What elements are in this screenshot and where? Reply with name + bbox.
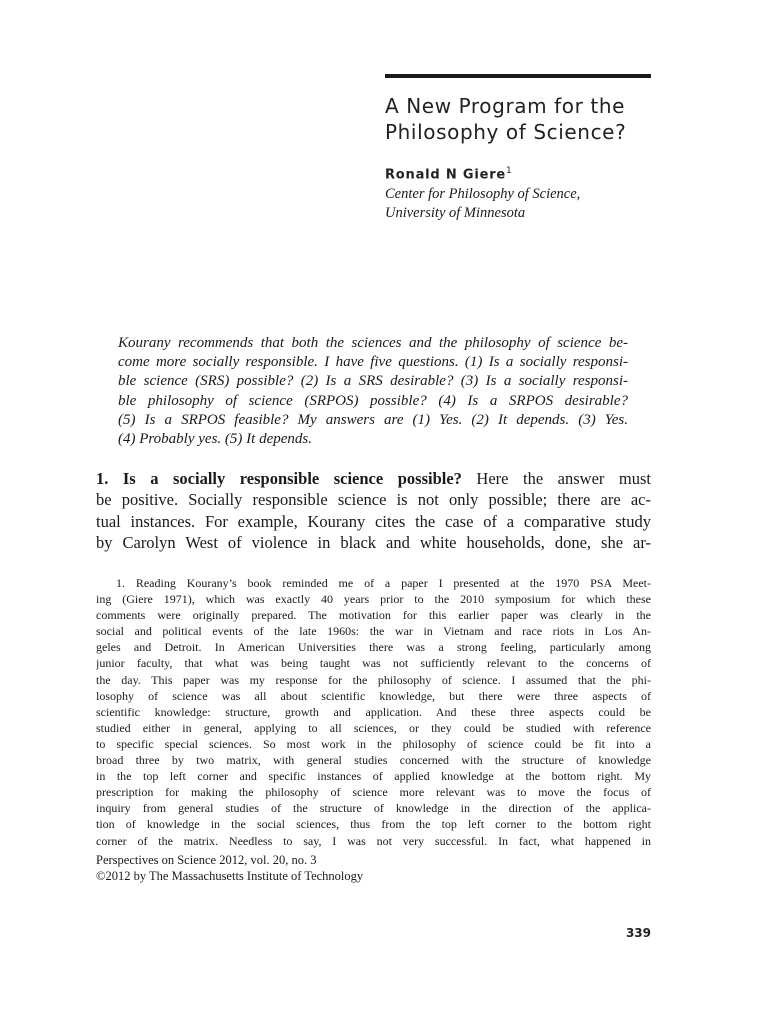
author-footnote-mark: 1 (506, 166, 513, 176)
title-line-1: A New Program for the (385, 94, 626, 118)
abstract (118, 334, 628, 449)
affiliation-line-2: University of Minnesota (385, 205, 526, 221)
abstract-line: Kourany recommends that both the sciences and the philosophy of science be- (118, 335, 628, 351)
footnote-line: geles and Detroit. In American Universities there was a strong feeling, particularly among (96, 640, 651, 655)
footnote-line: prescription for making the philosophy of science more relevant was to move the focus of (96, 785, 651, 800)
section-1-heading: 1. Is a socially responsible science possible? (96, 469, 462, 488)
footnote-line: to specific special sciences. So most work in the philosophy of science could be fit into a (96, 736, 651, 751)
section-1-first-line (96, 468, 651, 489)
section-1-body (96, 468, 651, 553)
footnote-line: ing (Giere 1971), which was exactly 40 years prior to the 2010 symposium for which these (96, 592, 651, 607)
body-line: be positive. Socially responsible science is not only possible; there are ac- (96, 490, 651, 510)
title-rule (385, 74, 651, 78)
page-number: 339 (625, 926, 651, 940)
footnote-line: the day. This paper was my response for the philosophy of science. I assumed that the phi- (96, 672, 651, 687)
author-name-text: Ronald N Giere (385, 167, 507, 183)
abstract-line: ble science (SRS) possible? (2) Is a SRS desirable? (3) Is a socially responsi- (118, 373, 628, 390)
footnote-1 (96, 575, 651, 849)
footnote-line: losophy of science was all about scientific knowledge, but there were three aspects of (96, 688, 651, 703)
footnote-line: comments were originally prepared. The motivation for this earlier paper was clearly in the (96, 608, 651, 623)
journal-citation: Perspectives on Science 2012, vol. 20, no. 3 (96, 853, 317, 867)
footnote-line: 1. Reading Kourany’s book reminded me of a paper I presented at the 1970 PSA Meet- (116, 576, 651, 590)
affiliation-line-1: Center for Philosophy of Science, (385, 186, 581, 202)
footnote-line: scientific knowledge: structure, growth and application. And these three aspects could be (96, 704, 651, 719)
abstract-line: (5) Is a SRPOS feasible? My answers are (1) Yes. (2) It depends. (3) Yes. (118, 411, 628, 428)
section-1-first-line-rest: Here the answer must (476, 469, 651, 488)
footnote-line: studied either in general, applying to all sciences, or they could be studied with reference (96, 720, 651, 735)
footnote-line: junior faculty, that what was being taught was not sufficiently relevant to the concerns of (96, 656, 651, 671)
footnote-line: in the top left corner and specific instances of applied knowledge at the bottom right. My (96, 769, 651, 784)
footnote-line: tion of knowledge in the social sciences, thus from the top left corner to the bottom right (96, 817, 651, 832)
affiliation (385, 185, 580, 223)
title-line-2: Philosophy of Science? (385, 120, 627, 144)
abstract-line: ble philosophy of science (SRPOS) possible? (4) Is a SRPOS desirable? (118, 392, 628, 409)
footnote-line: inquiry from general studies of the structure of knowledge in the direction of the applica- (96, 801, 651, 816)
footnote-line: social and political events of the late 1960s: the war in Vietnam and race riots in Los An- (96, 624, 651, 639)
body-line: by Carolyn West of violence in black and white households, done, she ar- (96, 532, 651, 552)
footnote-line: corner of the matrix. Needless to say, I was not very successful. In fact, what happened in (96, 833, 651, 848)
article-title (385, 93, 675, 145)
copyright-notice: ©2012 by The Massachusetts Institute of Technology (96, 869, 364, 883)
body-line: tual instances. For example, Kourany cites the case of a comparative study (96, 511, 651, 531)
abstract-line: (4) Probably yes. (5) It depends. (118, 431, 312, 448)
author-name (385, 166, 513, 182)
journal-info (96, 852, 363, 884)
abstract-line: come more socially responsible. I have five questions. (1) Is a socially responsi- (118, 354, 628, 371)
footnote-line: broad three by two matrix, with general studies concerned with the structure of knowledge (96, 753, 651, 768)
